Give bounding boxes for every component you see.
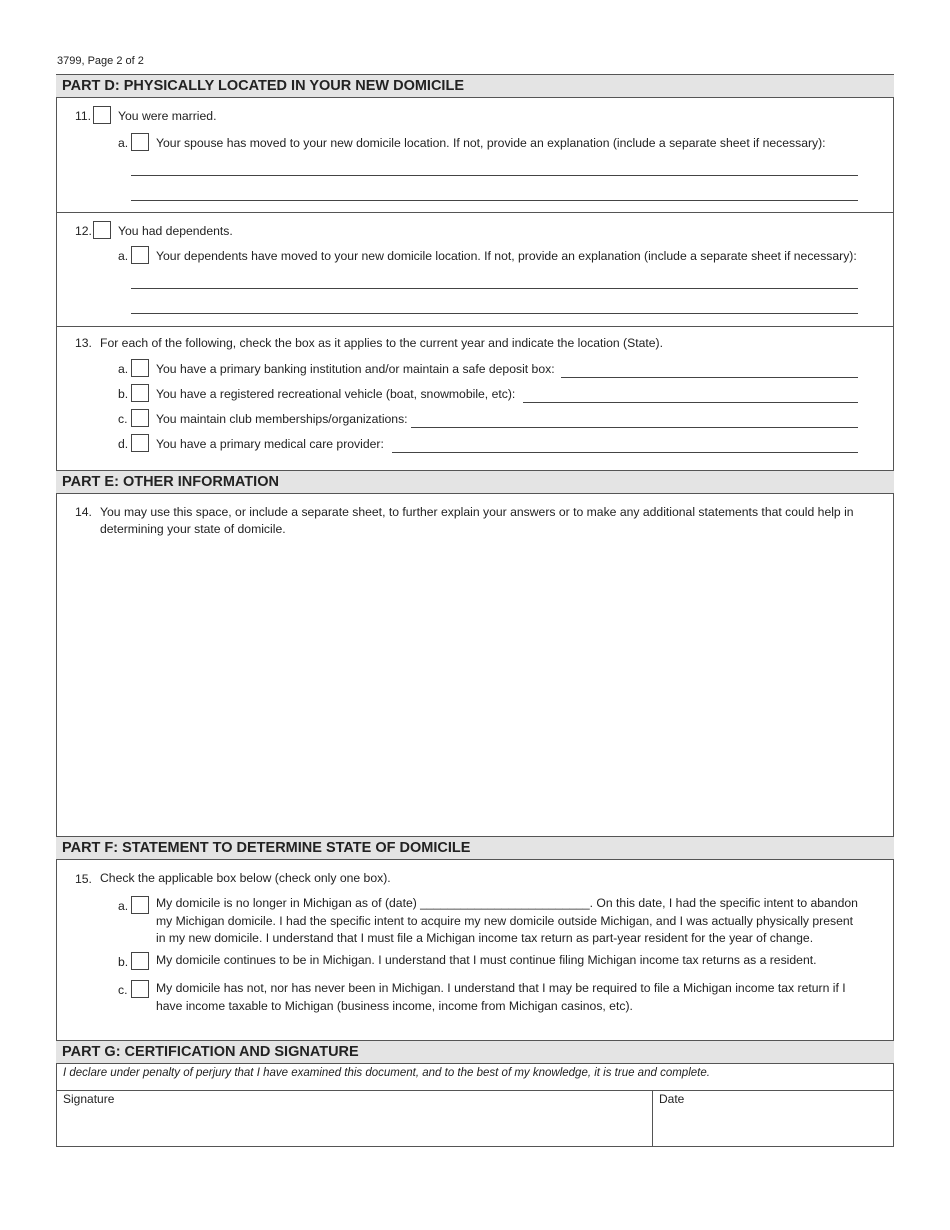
part-f-header: PART F: STATEMENT TO DETERMINE STATE OF DOMICILE: [56, 836, 894, 860]
q13a-label: You have a primary banking institution and/or maintain a safe deposit box:: [156, 362, 555, 376]
q15a-statement: My domicile is no longer in Michigan as of (date) _________________________. On this date, I had the specific intent to abandon my Michigan domicile. I had the specific intent to acquire my new domicile outside Michigan, and I was actually physically present in my new domicile. I understand that I must file a Michigan income tax return as part-year resident for the year of change.: [156, 896, 858, 945]
q12a-explanation-line-2[interactable]: [131, 313, 858, 314]
q12-checkbox[interactable]: [93, 221, 111, 239]
q13a-checkbox[interactable]: [131, 359, 149, 377]
q14-text-line-2: determining your state of domicile.: [100, 522, 286, 536]
q11a-letter: a.: [118, 136, 129, 150]
q11-checkbox[interactable]: [93, 106, 111, 124]
q13b-state-field[interactable]: [523, 402, 858, 403]
q11-number: 11.: [75, 109, 92, 123]
divider: [56, 326, 894, 327]
date-field[interactable]: [653, 1091, 893, 1146]
form-page-reference: 3799, Page 2 of 2: [57, 55, 144, 67]
q13c-checkbox[interactable]: [131, 409, 149, 427]
q15-label: Check the applicable box below (check only one box).: [100, 871, 391, 885]
part-e-header: PART E: OTHER INFORMATION: [56, 470, 894, 494]
q15b-checkbox[interactable]: [131, 952, 149, 970]
q12a-checkbox[interactable]: [131, 246, 149, 264]
q11a-explanation-line-2[interactable]: [131, 200, 858, 201]
q13b-label: You have a registered recreational vehicle (boat, snowmobile, etc):: [156, 387, 516, 401]
q13b-letter: b.: [118, 387, 129, 401]
q15c-letter: c.: [118, 983, 128, 997]
q15a-checkbox[interactable]: [131, 896, 149, 914]
q15a-letter: a.: [118, 899, 129, 913]
part-d-header: PART D: PHYSICALLY LOCATED IN YOUR NEW DOMICILE: [56, 74, 894, 98]
q13-number: 13.: [75, 336, 92, 350]
q12-label: You had dependents.: [118, 224, 233, 238]
q13d-letter: d.: [118, 437, 129, 451]
q13a-state-field[interactable]: [561, 377, 858, 378]
q13a-letter: a.: [118, 362, 129, 376]
divider: [56, 212, 894, 213]
q13c-letter: c.: [118, 412, 128, 426]
q12a-explanation-line-1[interactable]: [131, 288, 858, 289]
part-g-header: PART G: CERTIFICATION AND SIGNATURE: [56, 1040, 894, 1064]
q15c-statement: My domicile has not, nor has never been in Michigan. I understand that I may be required to file a Michigan income tax return if I have income taxable to Michigan (business income, income from Michigan casinos, etc).: [156, 981, 846, 1013]
q15b-statement: My domicile continues to be in Michigan. I understand that I must continue filing Michigan income tax returns as a resident.: [156, 953, 817, 967]
q14-text-line-1: You may use this space, or include a separate sheet, to further explain your answers or to make any additional statements that could help in: [100, 505, 854, 519]
q13d-checkbox[interactable]: [131, 434, 149, 452]
date-label: Date: [659, 1092, 685, 1106]
q12a-letter: a.: [118, 249, 129, 263]
q12-number: 12.: [75, 224, 92, 238]
q11-label: You were married.: [118, 109, 217, 123]
q15b-letter: b.: [118, 955, 129, 969]
q13b-checkbox[interactable]: [131, 384, 149, 402]
q13c-label: You maintain club memberships/organizations:: [156, 412, 408, 426]
q13-label: For each of the following, check the box as it applies to the current year and indicate the location (State).: [100, 336, 663, 350]
q14-explanation-area[interactable]: [60, 545, 890, 830]
q15-number: 15.: [75, 872, 92, 886]
q14-number: 14.: [75, 505, 92, 519]
q15c-checkbox[interactable]: [131, 980, 149, 998]
q12a-label: Your dependents have moved to your new domicile location. If not, provide an explanation (include a separate sheet if necessary):: [156, 249, 857, 263]
signature-label: Signature: [63, 1092, 115, 1106]
perjury-declaration: I declare under penalty of perjury that I have examined this document, and to the best of my knowledge, it is true and complete.: [63, 1067, 710, 1079]
q13d-label: You have a primary medical care provider:: [156, 437, 384, 451]
signature-field[interactable]: [57, 1091, 651, 1146]
q11a-checkbox[interactable]: [131, 133, 149, 151]
q11a-label: Your spouse has moved to your new domicile location. If not, provide an explanation (include a separate sheet if necessary):: [156, 136, 826, 150]
q13c-state-field[interactable]: [411, 427, 858, 428]
q11a-explanation-line-1[interactable]: [131, 175, 858, 176]
q13d-state-field[interactable]: [392, 452, 858, 453]
